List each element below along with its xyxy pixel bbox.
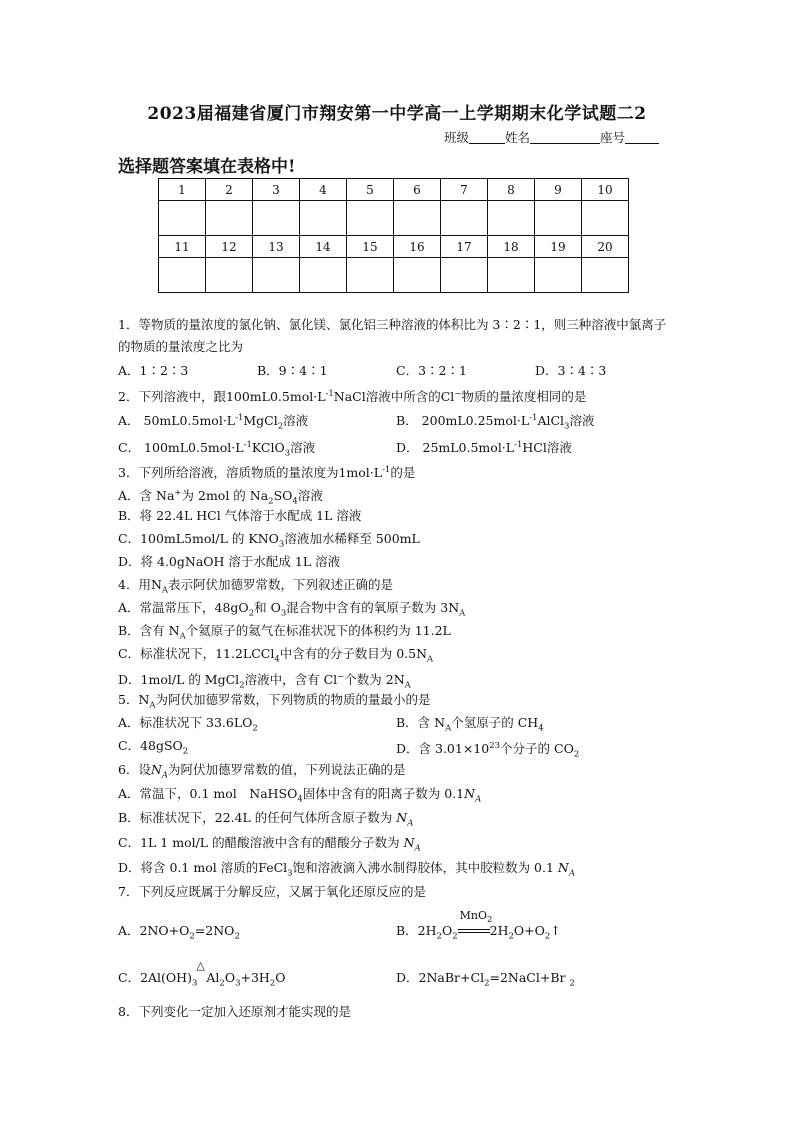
answer-blank-cell[interactable]: [347, 201, 394, 236]
q1-option-b: B．9∶4∶1: [257, 363, 328, 378]
eq-line-top: [458, 929, 490, 930]
answer-blank-cell[interactable]: [535, 258, 582, 293]
q4-option-d: D．1mol/L 的 MgCl$_2$溶液中，含有 Cl−个数为 $2N_A$: [118, 672, 411, 691]
q4-option-b: B．含有 $N_A$个氦原子的氦气在标准状况下的体积约为 11.2L: [118, 623, 451, 642]
answer-blank-cell[interactable]: [582, 258, 629, 293]
answer-blank-cell[interactable]: [347, 258, 394, 293]
q5-option-c: C．48gSO$_2$: [118, 738, 189, 757]
answer-number-cell: 2: [206, 179, 253, 201]
answer-number-cell: 3: [253, 179, 300, 201]
q2-option-a: A． $50mL0.5mol\cdot L^{-1}MgCl_2$溶液: [118, 413, 309, 432]
q5-option-a: A．标准状况下 $33.6LO_2$: [118, 715, 258, 734]
q2-option-d: D． $25mL0.5mol\cdot L^{-1}HCl$溶液: [396, 440, 572, 456]
answer-instruction: 选择题答案填在表格中!: [118, 157, 296, 177]
answer-number-cell: 19: [535, 236, 582, 258]
q7-option-b: B．$2H_2O_2$ MnO$_2$ $2H_2O+O_2↑$: [396, 909, 561, 942]
answer-blank-cell[interactable]: [159, 201, 206, 236]
question-8-stem: 8．下列变化一定加入还原剂才能实现的是: [118, 1004, 351, 1019]
heat-symbol: △: [196, 959, 205, 972]
answer-blank-cell[interactable]: [535, 201, 582, 236]
q4-option-a: A．常温常压下，$48gO_2$和 $O_3$混合物中含有的氧原子数为 $3N_A$: [118, 600, 466, 619]
class-info-line: [444, 128, 659, 146]
seat-label: 座号: [600, 130, 626, 145]
q3-option-d: D．将 4.0gNaOH 溶于水配成 1L 溶液: [118, 554, 341, 569]
q7-option-a: A．$2NO+O_2=2NO_2$: [118, 923, 240, 942]
answer-number-cell: 12: [206, 236, 253, 258]
q5-option-d: D．含 $3.01\times 10^{23}$个分子的 $CO_2$: [396, 741, 580, 760]
question-6-stem: 6．设$N_A$为阿伏加德罗常数的值，下列说法正确的是: [118, 762, 406, 781]
q6-option-c: C．1L 1 mol/L 的醋酸溶液中含有的醋酸分子数为 $N_A$: [118, 835, 421, 854]
answer-number-cell: 9: [535, 179, 582, 201]
answer-blank-cell[interactable]: [394, 201, 441, 236]
answer-blank-cell[interactable]: [206, 201, 253, 236]
question-3-stem: 3．下列所给溶液，溶质物质的量浓度为$1mol\cdot L^{-1}$的是: [118, 465, 416, 481]
answer-blank-cell[interactable]: [159, 258, 206, 293]
answer-number-cell: 4: [300, 179, 347, 201]
answer-number-cell: 14: [300, 236, 347, 258]
q3-option-a: A．含 Na+为 2mol 的 $Na_2SO_4$溶液: [118, 488, 323, 507]
answer-blank-cell[interactable]: [206, 258, 253, 293]
class-blank[interactable]: [469, 131, 505, 144]
q4-option-c: C．标准状况下，11.2LCCl$_4$中含有的分子数目为 $0.5N_A$: [118, 646, 434, 665]
answer-blank-cell[interactable]: [300, 201, 347, 236]
q3-option-c: C．100mL5mol/L 的 $KNO_3$溶液加水稀释至 500mL: [118, 531, 420, 550]
answer-blank-row: [159, 201, 629, 236]
q7-option-c: C．$2Al(OH)_3$ △ $Al_2O_3+3H_2O$: [118, 959, 286, 989]
q2-option-b: B． $200mL0.25mol\cdot L^{-1}AlCl_3$溶液: [396, 413, 595, 432]
q6-option-b: B．标准状况下，22.4L 的任何气体所含原子数为 $N_A$: [118, 810, 414, 829]
answer-number-cell: 7: [441, 179, 488, 201]
answer-blank-row: [159, 258, 629, 293]
answer-number-cell: 18: [488, 236, 535, 258]
answer-blank-cell[interactable]: [488, 201, 535, 236]
question-2-stem: 2．下列溶液中，跟$100mL0.5mol\cdot L^{-1}NaCl$溶液中所含的Cl−物质的量浓度相同的是: [118, 389, 587, 405]
answer-blank-cell[interactable]: [582, 201, 629, 236]
name-blank[interactable]: [530, 131, 600, 144]
page-title: 2023届福建省厦门市翔安第一中学高一上学期期末化学试题二2: [147, 104, 647, 124]
q6-option-a: A．常温下，0.1 mol NaHSO$_4$固体中含有的阳离子数为 $0.1N_A$: [118, 786, 482, 805]
q6-option-d: D．将含 0.1 mol 溶质的FeCl$_3$饱和溶液滴入沸水制得胶体，其中胶粒数为 0.1 $N_A$: [118, 860, 575, 879]
answer-blank-cell[interactable]: [253, 258, 300, 293]
q1-option-c: C．3∶2∶1: [396, 363, 467, 378]
q5-option-b: B．含 $N_A$个氢原子的 $CH_4$: [396, 715, 544, 734]
answer-number-row: [159, 236, 629, 258]
answer-number-cell: 10: [582, 179, 629, 201]
answer-number-cell: 6: [394, 179, 441, 201]
answer-number-cell: 1: [159, 179, 206, 201]
answer-blank-cell[interactable]: [394, 258, 441, 293]
q7-option-d: D．$2NaBr+Cl_2=2NaCl+Br$ $_2$: [396, 970, 575, 989]
question-4-stem: 4．用$N_A$表示阿伏加德罗常数，下列叙述正确的是: [118, 577, 394, 596]
answer-number-cell: 11: [159, 236, 206, 258]
answer-number-cell: 20: [582, 236, 629, 258]
question-5-stem: 5．$N_A$为阿伏加德罗常数，下列物质的物质的量最小的是: [118, 692, 431, 711]
class-label: 班级: [444, 130, 470, 145]
answer-blank-cell[interactable]: [488, 258, 535, 293]
eq-line-bottom: [458, 932, 490, 933]
answer-blank-cell[interactable]: [300, 258, 347, 293]
question-1-stem: 1．等物质的量浓度的氯化钠、氯化镁、氯化铝三种溶液的体积比为 3∶2∶1，则三种溶液中氯离子的物质的量浓度之比为: [118, 317, 667, 354]
answer-table: [158, 178, 629, 293]
q3-option-b: B．将 22.4L HCl 气体溶于水配成 1L 溶液: [118, 508, 362, 523]
q1-option-a: A．1∶2∶3: [118, 363, 189, 378]
seat-blank[interactable]: [625, 131, 659, 144]
answer-number-cell: 13: [253, 236, 300, 258]
answer-number-cell: 5: [347, 179, 394, 201]
answer-blank-cell[interactable]: [253, 201, 300, 236]
q1-option-d: D．3∶4∶3: [535, 363, 607, 378]
answer-blank-cell[interactable]: [441, 258, 488, 293]
answer-number-row: [159, 179, 629, 201]
catalyst-arrow: [458, 909, 493, 939]
question-7-stem: 7．下列反应既属于分解反应，又属于氧化还原反应的是: [118, 884, 426, 899]
answer-blank-cell[interactable]: [441, 201, 488, 236]
answer-number-cell: 15: [347, 236, 394, 258]
answer-number-cell: 16: [394, 236, 441, 258]
answer-number-cell: 17: [441, 236, 488, 258]
catalyst-label: MnO$_2$: [459, 909, 493, 926]
name-label: 姓名: [505, 130, 531, 145]
q2-option-c: C． $100mL0.5mol\cdot L^{-1}KClO_3$溶液: [118, 440, 316, 459]
answer-number-cell: 8: [488, 179, 535, 201]
